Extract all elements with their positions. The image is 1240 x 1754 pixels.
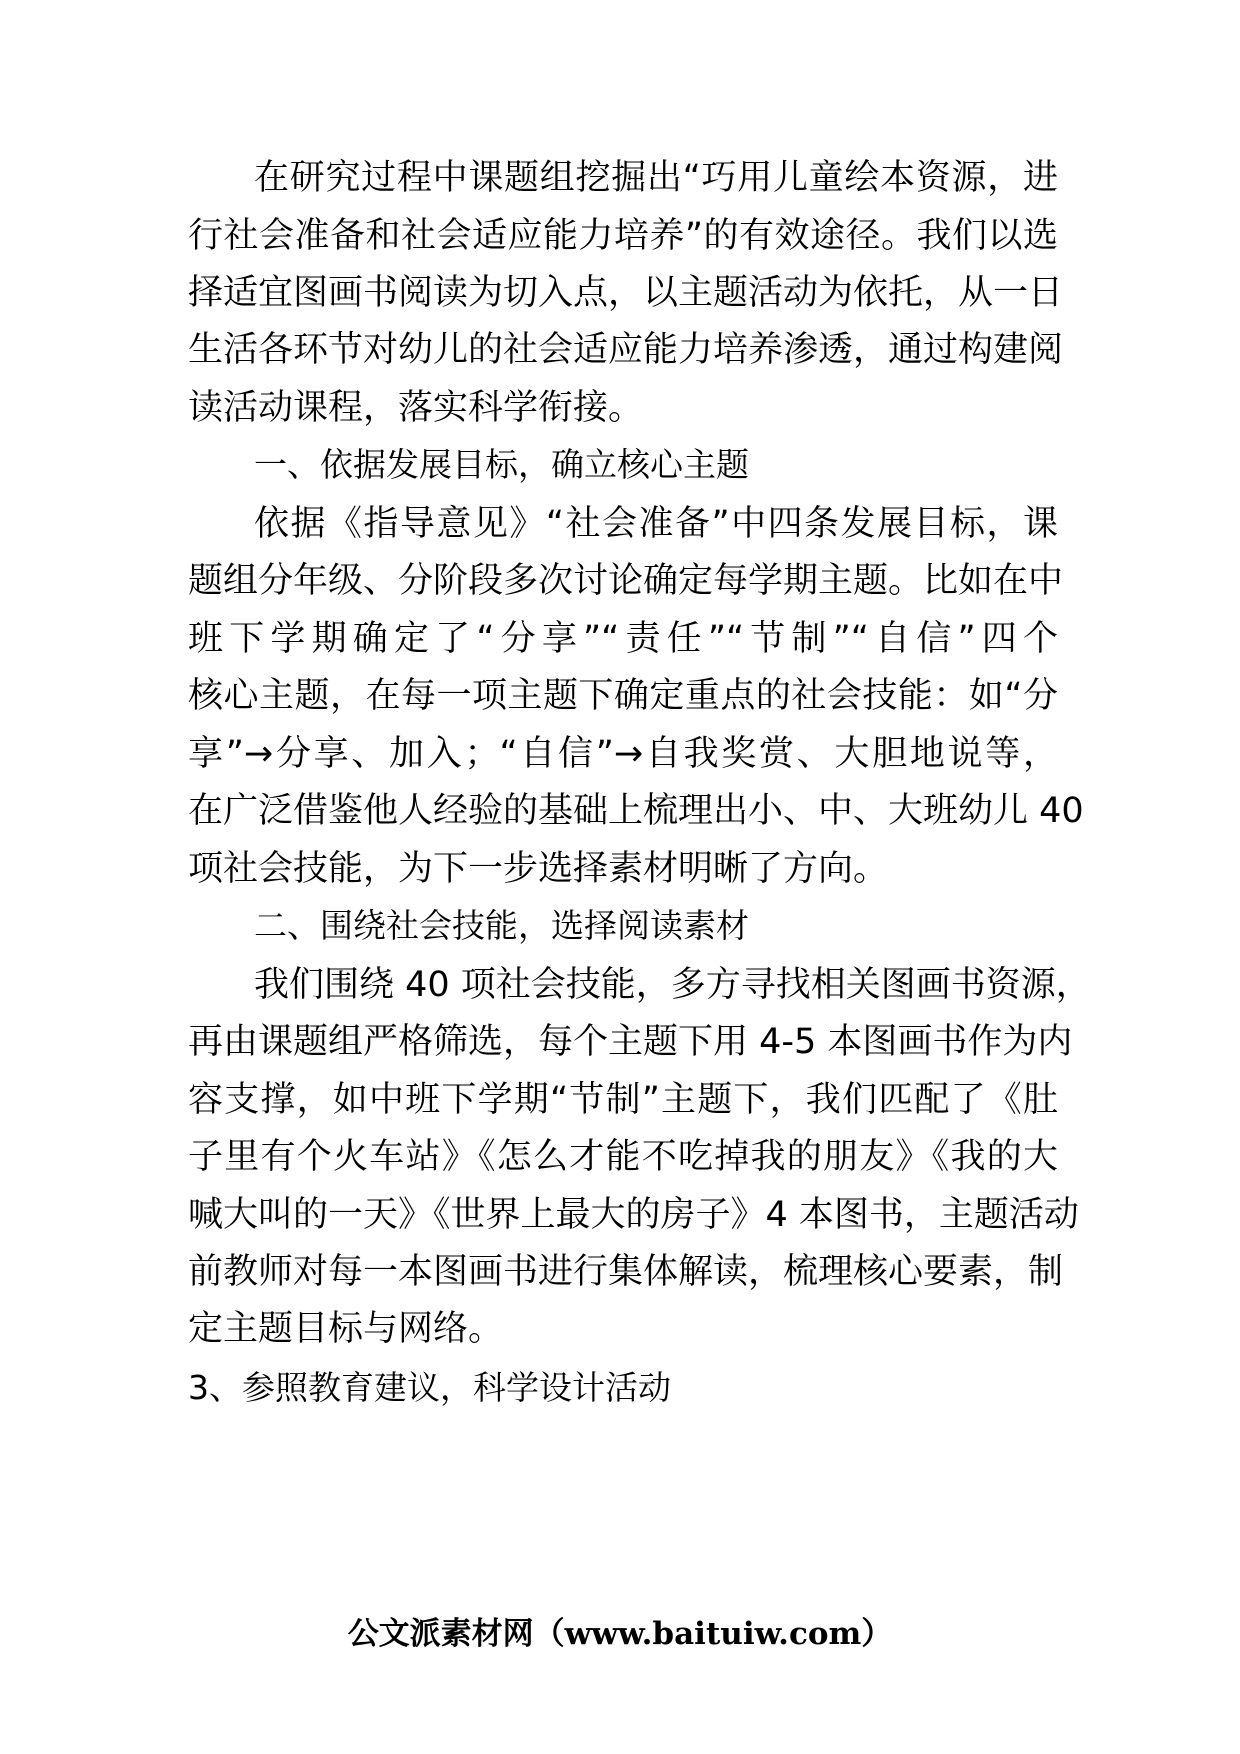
- paragraph-3-line-1: 我们围绕 40 项社会技能，多方寻找相关图画书资源，: [254, 965, 1091, 1005]
- section-heading-3: 3、参照教育建议，科学设计活动: [188, 1368, 671, 1407]
- paragraph-2-line-1: 依据《指导意见》“社会准备”中四条发展目标，课: [254, 504, 1058, 544]
- paragraph-3-line-4: 子里有个火车站》《怎么才能不吃掉我的朋友》《我的大: [188, 1137, 1058, 1177]
- paragraph-1-line-1: 在研究过程中课题组挖掘出“巧用儿童绘本资源，进: [254, 158, 1058, 198]
- paragraph-2-line-7: 项社会技能，为下一步选择素材明晰了方向。: [188, 849, 889, 889]
- footer-watermark: 公文派素材网（www.baituiw.com）: [347, 1616, 893, 1652]
- paragraph-3-line-2: 再由课题组严格筛选，每个主题下用 4-5 本图画书作为内: [188, 1022, 1073, 1062]
- paragraph-2-line-3: 班下学期确定了“分享”“责任”“节制”“自信”四个: [188, 619, 1058, 659]
- paragraph-2-line-2: 题组分年级、分阶段多次讨论确定每学期主题。比如在中: [188, 561, 1064, 601]
- paragraph-1-line-5: 读活动课程，落实科学衔接。: [188, 388, 644, 428]
- paragraph-3-line-6: 前教师对每一本图画书进行集体解读，梳理核心要素，制: [188, 1252, 1064, 1292]
- paragraph-2-line-6: 在广泛借鉴他人经验的基础上梳理出小、中、大班幼儿 40: [188, 791, 1084, 831]
- paragraph-1-line-3: 择适宜图画书阅读为切入点，以主题活动为依托，从一日: [188, 273, 1064, 313]
- paragraph-3-line-3: 容支撑，如中班下学期“节制”主题下，我们匹配了《肚: [188, 1080, 1058, 1120]
- section-heading-1: 一、依据发展目标，确立核心主题: [254, 445, 749, 484]
- paragraph-3-line-7: 定主题目标与网络。: [188, 1309, 504, 1349]
- paragraph-3-line-5: 喊大叫的一天》《世界上最大的房子》4 本图书，主题活动: [188, 1195, 1079, 1235]
- paragraph-2-line-5: 享”→分享、加入；“自信”→自我奖赏、大胆地说等，: [188, 734, 1058, 774]
- paragraph-1-line-2: 行社会准备和社会适应能力培养”的有效途径。我们以选: [188, 216, 1058, 256]
- section-heading-2: 二、围绕社会技能，选择阅读素材: [254, 906, 749, 945]
- paragraph-1-line-4: 生活各环节对幼儿的社会适应能力培养渗透，通过构建阅: [188, 330, 1064, 370]
- paragraph-2-line-4: 核心主题，在每一项主题下确定重点的社会技能：如“分: [188, 676, 1058, 716]
